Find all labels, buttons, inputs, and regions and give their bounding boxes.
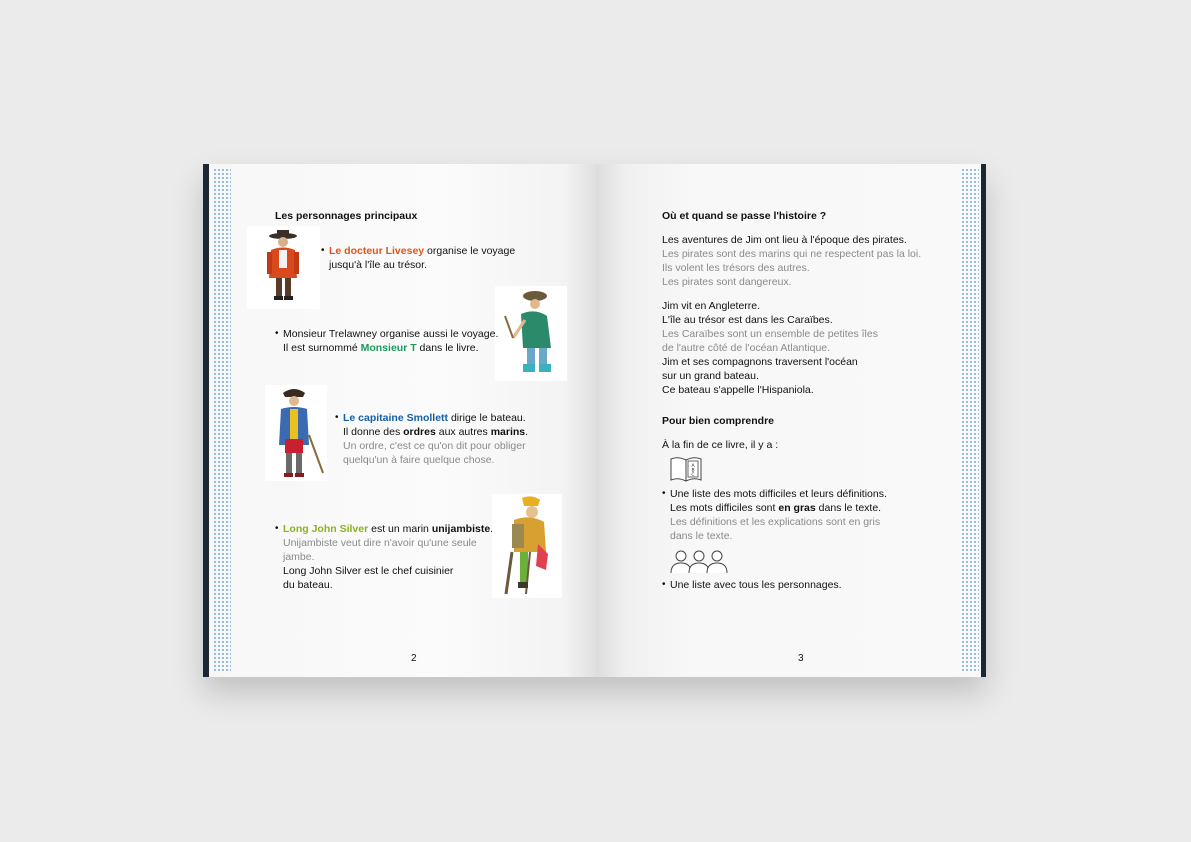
bullet-3: • [335,412,339,423]
bullet-4: • [275,523,279,534]
char3-line2 [343,425,528,439]
p1-line1: Les aventures de Jim ont lieu à l'époque des pirates. [662,234,907,246]
p1-gloss3: Les pirates sont dangereux. [662,276,792,288]
char3-gloss1: Un ordre, c'est ce qu'on dit pour obliger [343,440,526,452]
p2-gloss1: Les Caraïbes sont un ensemble de petites îles [662,328,878,340]
open-book [203,164,986,677]
char4-gloss2: jambe. [283,551,315,563]
char1-line2: jusqu'à l'île au trésor. [329,259,427,271]
char2-name: Monsieur T [360,342,417,354]
char3-bold-marins: marins [490,426,526,438]
char4-text1: est un marin [368,523,432,535]
p2-line3: Jim et ses compagnons traversent l'océan [662,356,858,368]
char1-text1: organise le voyage [424,245,516,257]
char4-line4: du bateau. [283,579,333,591]
char3-gloss2: quelqu'un à faire quelque chose. [343,454,495,466]
svg-text:A: A [691,464,695,469]
page-left [209,164,596,677]
p2-line5: Ce bateau s'appelle l'Hispaniola. [662,384,814,396]
char2-line1: Monsieur Trelawney organise aussi le voyage. [283,328,499,340]
char4-line3: Long John Silver est le chef cuisinier [283,565,454,577]
dotted-border-right [961,168,979,673]
char3-post: . [525,426,529,438]
char3-bold-ordres: ordres [403,426,436,438]
section-title-comprendre: Pour bien comprendre [662,415,775,427]
char4-name: Long John Silver [283,523,369,535]
illustration-monsieur-trelawney [495,286,567,381]
char2-post: dans le livre. [416,342,479,354]
item1-gloss1: Les définitions et les explications sont en gris [670,516,881,528]
char2-line2 [283,341,479,355]
char2-pre: Il est surnommé [283,342,361,354]
char3-line1 [343,411,526,425]
char3-pre: Il donne des [343,426,404,438]
item1-gloss2: dans le texte. [670,530,733,542]
char4-gloss1: Unijambiste veut dire n'avoir qu'une seule [283,537,477,549]
item1-line1: Une liste des mots difficiles et leurs définitions. [670,488,887,500]
p2-gloss2: de l'autre côté de l'océan Atlantique. [662,342,831,354]
page-right [596,164,981,677]
char4-post: . [490,523,494,535]
char1-name: Le docteur Livesey [329,245,425,257]
p1-gloss2: Ils volent les trésors des autres. [662,262,810,274]
item2-line: Une liste avec tous les personnages. [670,579,842,591]
bullet-2: • [275,328,279,339]
item1-pre: Les mots difficiles sont [670,502,779,514]
left-page-title: Les personnages principaux [275,210,418,222]
char3-name: Le capitaine Smollett [343,412,449,424]
char3-mid: aux autres [435,426,491,438]
bullet-6: • [662,579,666,590]
bullet-5: • [662,488,666,499]
item1-line2 [670,501,881,515]
item1-post: dans le texte. [815,502,882,514]
book-abc-icon [669,456,703,482]
people-group-icon [669,548,729,574]
p2-line4: sur un grand bateau. [662,370,759,382]
page-number-left: 2 [411,653,417,664]
page-number-right: 3 [798,653,804,664]
right-page-title: Où et quand se passe l'histoire ? [662,210,827,222]
p2-line2: L'île au trésor est dans les Caraïbes. [662,314,833,326]
char4-bold-unijambiste: unijambiste [431,523,491,535]
illustration-long-john-silver [492,494,562,598]
intro-line: À la fin de ce livre, il y a : [662,439,779,451]
illustration-doctor-livesey [247,226,320,309]
p1-gloss1: Les pirates sont des marins qui ne respectent pas la loi. [662,248,922,260]
book-cover-edge-right [981,164,986,677]
svg-text:C: C [691,473,695,478]
svg-text:B: B [691,468,695,474]
char3-text1: dirige le bateau. [448,412,526,424]
illustration-capitaine-smollett [265,385,327,481]
dotted-border-left [213,168,231,673]
item1-bold: en gras [778,502,816,514]
char1-line1 [329,244,515,258]
bullet-1: • [321,245,325,256]
p2-line1: Jim vit en Angleterre. [662,300,761,312]
char4-line1 [283,522,493,536]
